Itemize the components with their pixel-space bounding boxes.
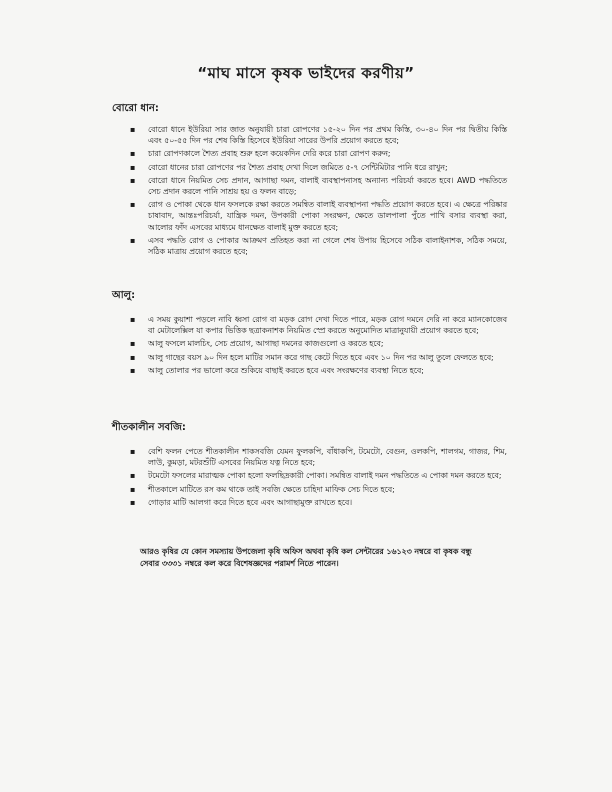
bullet-icon: ▪ (130, 149, 136, 159)
bullet-icon: ▪ (130, 365, 136, 375)
bullet-icon: ▪ (130, 339, 136, 349)
list-item: ▪ আলু ফসলে মালচিং, সেচ প্রয়োগ, আগাছা দমনের কাজগুলো ও করতে হবে; (130, 339, 384, 349)
list-item: ▪ বোরো ধানে ইউরিয়া সার জাত অনুযায়ী চারা রোপণের ১৫-২০ দিন পর প্রথম কিস্তি, ৩০-৪০ দিন পর দ্বিতীয় কিস্তি এবং ৫০-৫৫ দিন পর শেষ কিস্তি হিসেবে ইউরিয়া সারের উপরি প্রয়োগ করতে হবে; (130, 125, 507, 146)
section-heading-potato: আলু: (112, 290, 136, 301)
list-item: ▪ টমেটো ফসলের মারাত্মক পোকা হলো ফলছিদ্রকারী পোকা। সমন্বিত বালাই দমন পদ্ধতিতে এ পোকা দমন করতে হবে; (130, 471, 502, 481)
list-item: ▪ শীতকালে মাটিতে রস কম থাকে তাই সবজি ক্ষেতে চাহিদা মাফিক সেচ দিতে হবে; (130, 484, 395, 494)
list-item: ▪ গোড়ার মাটি আলগা করে দিতে হবে এবং আগাছামুক্ত রাখতে হবে। (130, 497, 353, 507)
bullet-icon: ▪ (130, 235, 136, 245)
bullet-list-winter-veg (112, 446, 507, 510)
list-item: ▪ রোগ ও পোকা থেকে ধান ফসলকে রক্ষা করতে সমন্বিত বালাই ব্যবস্থাপনা পদ্ধতি প্রয়োগ করতে হবে। এ ক্ষেত্রে পরিষ্কার চাষাবাদ, আন্তঃপরিচর্যা, যান্ত্রিক দমন, উপকারী পোকা সংরক্ষণ, ক্ষেতে ডালপালা পুঁতে পাখি বসার ব্যবস্থা করা, আলোর ফাঁদ এসবের মাধ্যমে ধানক্ষেত বালাই মুক্ত করতে হবে; (130, 200, 507, 232)
bullet-icon: ▪ (130, 471, 136, 481)
bullet-list-potato (112, 314, 507, 378)
list-item: ▪ এসব পদ্ধতি রোগ ও পোকার আক্রমণ প্রতিহত করা না গেলে শেষ উপায় হিসেবে সঠিক বালাইনাশক, সঠিক সময়ে, সঠিক মাত্রায় প্রয়োগ করতে হবে; (130, 235, 507, 257)
bullet-icon: ▪ (130, 315, 136, 324)
list-item: ▪ এ সময় কুয়াশা পড়লে নাবি ধ্বসা রোগ বা মড়ক রোগ দেখা দিতে পারে, মড়ক রোগ দমনে দেরি না করে ম্যানকোজেব বা মেটালেক্সিল যা কপার ভিত্তিক ছত্রাকনাশক নিয়মিত স্প্রে করতে অনুমোদিত মাত্রানুযায়ী প্রয়োগ করতে হবে; (130, 315, 507, 336)
section-heading-boro: বোরো ধান: (112, 103, 159, 114)
footer-contact-note: আরও কৃষির যে কোন সমস্যায় উপজেলা কৃষি অফিস অথবা কৃষি কল সেন্টারের ১৬১২৩ নম্বরে বা কৃষক বন্ধু সেবার ৩৩৩১ নম্বরে কল করে বিশেষজ্ঞদের পরামর্শ নিতে পারেন। (140, 547, 472, 568)
bullet-icon: ▪ (130, 352, 136, 362)
bullet-list-boro (112, 124, 507, 259)
list-item: ▪ চারা রোপণকালে শৈত্য প্রবাহ শুরু হলে কয়েকদিন দেরি করে চারা রোপণ করুন; (130, 149, 391, 159)
list-item: ▪ বোরো ধানে নিয়মিত সেচ প্রদান, আগাছা দমন, বালাই ব্যবস্থাপনাসহ অন্যান্য পরিচর্যা করতে হবে। AWD পদ্ধতিতে সেচ প্রদান করলে পানি সাশ্রয় হয় ও ফলন বাড়ে; (130, 175, 507, 197)
list-item: ▪ বোরো ধানের চারা রোপণের পর শৈত্য প্রবাহ দেখা দিলে জমিতে ৫-৭ সেন্টিমিটার পানি ধরে রাখুন; (130, 162, 448, 172)
bullet-icon: ▪ (130, 200, 136, 210)
bullet-icon: ▪ (130, 162, 136, 172)
bullet-icon: ▪ (130, 484, 136, 494)
section-heading-winter-veg: শীতকালীন সবজি: (112, 422, 186, 433)
list-item: ▪ বেশি ফলন পেতে শীতকালীন শাকসবজি যেমন ফুলকপি, বাঁধাকপি, টমেটো, বেগুন, ওলকপি, শালগম, গাজর, শিম, লাউ, কুমড়া, মটরশুঁটি এসবের নিয়মিত যত্ন নিতে হবে; (130, 447, 507, 468)
list-item: ▪ আলু তোলার পর ভালো করে শুকিয়ে বাছাই করতে হবে এবং সংরক্ষণের ব্যবস্থা নিতে হবে; (130, 365, 424, 375)
document-title: “মাঘ মাসে কৃষক ভাইদের করণীয়” (197, 64, 415, 82)
bullet-icon: ▪ (130, 497, 136, 507)
bullet-icon: ▪ (130, 125, 136, 134)
bullet-icon: ▪ (130, 447, 136, 456)
bullet-icon: ▪ (130, 175, 136, 185)
list-item: ▪ আলু গাছের বয়স ৯০ দিন হলে মাটির সমান করে গাছ কেটে দিতে হবে এবং ১০ দিন পর আলু তুলে ফেলতে হবে; (130, 352, 494, 362)
